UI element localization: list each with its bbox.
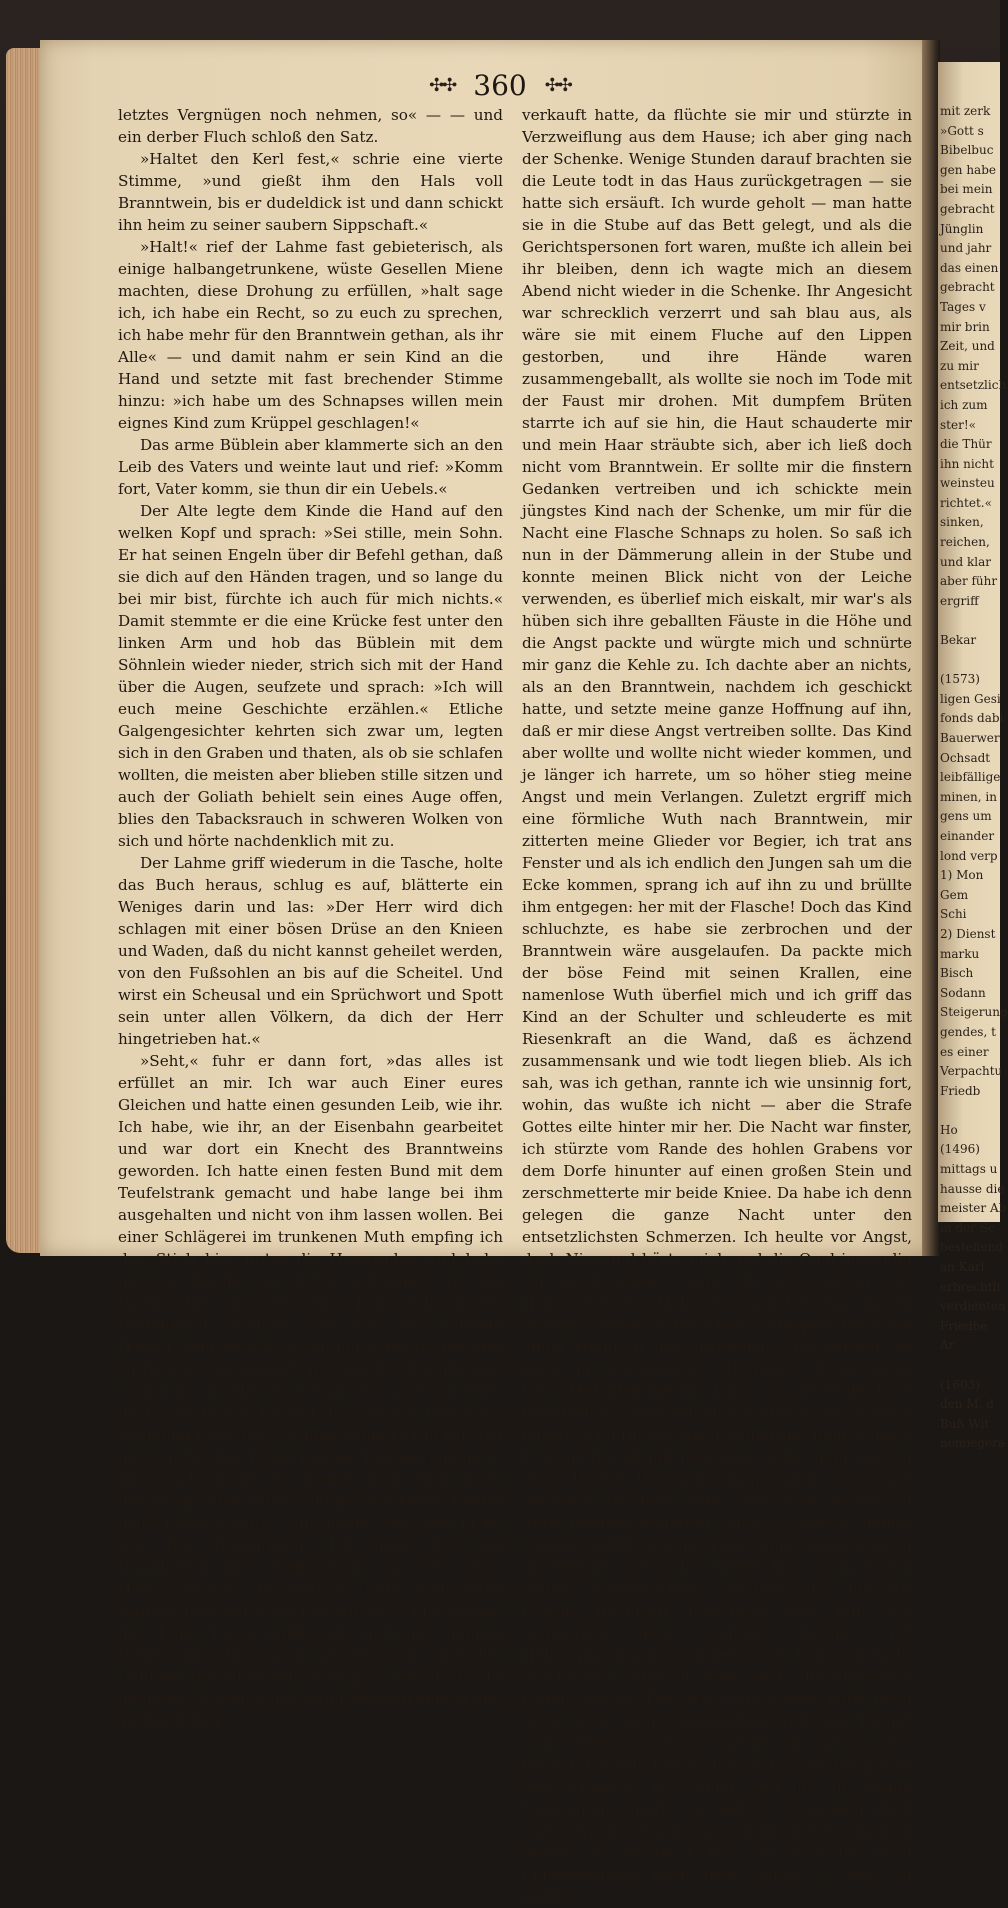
next-page-line: 1) Mon [940, 868, 984, 883]
next-page-line: ster!« [940, 417, 976, 432]
next-page-line: Bekar [940, 633, 977, 648]
next-page-line: mittags u [940, 1162, 998, 1177]
next-page-line: Gem [940, 887, 969, 902]
next-page-line: gebracht [940, 280, 995, 295]
next-page-line: weinsteu [940, 476, 995, 491]
next-page-line: Ochsadt [940, 750, 991, 765]
next-page-line: gen habe [940, 162, 996, 177]
next-page-line: die Thür [940, 437, 992, 452]
next-page-line: (1496) [940, 1142, 980, 1157]
paragraph: letztes Vergnügen noch nehmen, so« — — und ein derber Fluch schloß den Satz. [118, 106, 503, 146]
next-page-line: gens um [940, 809, 992, 824]
next-page-line: nomiegera [940, 1436, 1005, 1451]
next-page-line: Tages v [940, 299, 986, 314]
next-page-strip [938, 62, 1008, 1451]
paragraph: »Haltet den Kerl fest,« schrie eine vierte Stimme, »und gießt ihm den Hals voll Branntwein, bis er dudeldick ist und dann schickt ihn heim zu seiner saubern Sippschaft.« [118, 150, 503, 234]
next-page-line: Jünglin [940, 221, 984, 236]
next-page-line: ergriff [940, 593, 979, 608]
next-page-line: Zeit, und [940, 339, 995, 354]
page-number: 360 [473, 68, 527, 102]
text-column-right [522, 104, 912, 1906]
next-page-line: meister Ab [940, 1201, 1007, 1216]
next-page-line [940, 651, 998, 671]
next-page-line: richtet.« [940, 495, 992, 510]
next-page-line: einander [940, 828, 995, 843]
next-page-line: Bisch [940, 966, 974, 981]
next-page-line: Ho [940, 1122, 958, 1137]
next-page-line: ich zum [940, 397, 988, 412]
next-page-line: gebracht [940, 201, 995, 216]
next-page-line: sinken, [940, 515, 984, 530]
next-page-line: Bauerwer [940, 731, 1000, 745]
ornament-left: ✣✣ [429, 74, 456, 96]
paragraph: Das arme Büblein aber klammerte sich an den Leib des Vaters und weinte laut und rief: »Komm fort, Vater komm, sie thun dir ein Uebels.« [118, 436, 503, 498]
next-page-line: Friedb [940, 1083, 981, 1098]
next-page-line: »Gott s [940, 123, 984, 138]
next-page-line: das einen [940, 260, 999, 275]
next-page-line: zu mir [940, 358, 979, 373]
next-page-line: leibfällige [940, 770, 1001, 785]
next-page-line: Ar [940, 1338, 955, 1353]
next-page-line: marku [940, 946, 980, 961]
next-page-line: fonds dabi [940, 711, 1004, 726]
paragraph: »Halt!« rief der Lahme fast gebieterisch, als einige halbangetrunkene, wüste Gesellen Miene machten, diese Drohung zu erfüllen, »halt sage ich, ich habe ein Recht, so zu euch zu sprechen, ich habe mehr für den Branntwein gethan, als ihr Alle« — und damit nahm er sein Kind an die Hand und setzte mit fast brechender Stimme hinzu: »ich habe um des Schnapses willen mein eignes Kind zum Krüppel geschlagen!« [118, 238, 503, 432]
paragraph: Der Alte legte dem Kinde die Hand auf den welken Kopf und sprach: »Sei stille, mein Sohn. Er hat seinen Engeln über dir Befehl gethan, daß sie dich auf den Händen tragen, und so lange du bei mir bist, fürchte ich auch für mich nichts.« Damit stemmte er die eine Krücke fest unter den linken Arm und hob das Büblein mit dem Söhnlein wieder nieder, strich sich mit der Hand über die Augen, seufzete und sprach: »Ich will euch meine Geschichte erzählen.« Etliche Galgengesichter kehrten sich zwar um, legten sich in den Graben und thaten, als ob sie schlafen wollten, die meisten aber blieben stille sitzen und auch der Goliath behielt sein eines Auge offen, blies den Tabacksrauch in schweren Wolken von sich und hörte nachdenklich mit zu. [118, 502, 503, 850]
next-page-line: und klar [940, 554, 991, 569]
next-page-line: 2) Dienst [940, 926, 996, 941]
next-page-line [940, 1101, 998, 1121]
next-page-line: ihn nicht [940, 456, 994, 471]
next-page-line: aber führ [940, 574, 998, 589]
next-page-line: Sodann [940, 985, 986, 1000]
next-page-line: an Karl [940, 1260, 985, 1275]
next-page-line: Friedbe [940, 1318, 988, 1333]
next-page-line: (1603) [940, 1377, 980, 1392]
page-header [90, 66, 910, 104]
next-page-line: bei mein [940, 182, 993, 197]
next-page-line: bestehend [940, 1240, 1004, 1255]
next-page-line: ligen Gesi [940, 691, 1001, 706]
next-page-line: Schi [940, 907, 967, 922]
paragraph: Der Lahme griff wiederum in die Tasche, holte das Buch heraus, schlug es auf, blätterte ein Weniges darin und las: »Der Herr wird dich schlagen mit einer bösen Drüse an den Knieen und Waden, daß du nicht kannst geheilet werden, von den Fußsohlen an bis auf die Scheitel. Und wirst ein Scheusal und ein Sprüchwort und Spott sein unter allen Völkern, da dich der Herr hingetrieben hat.« [118, 854, 503, 1048]
next-page-line: Buß Wit [940, 1416, 990, 1431]
paragraph: verkauft hatte, da flüchte sie mir und stürzte in Verzweiflung aus dem Hause; ich aber ging nach der Schenke. Wenige Stunden darauf brachten sie die Leute todt in das Haus zurückgetragen — sie hatte sich ersäuft. Ich wurde geholt — man hatte sie in die Stube auf das Bett gelegt, und als die Gerichtspersonen fort waren, mußte ich allein bei ihr bleiben, denn ich wagte mich an diesem Abend nicht wieder in die Schenke. Ihr Angesicht war schrecklich verzerrt und sah blau aus, als wäre sie mit einem Fluche auf den Lippen gestorben, und ihre Hände waren zusammengeballt, als wollte sie noch im Tode mit der Faust mir drohen. Mit dumpfem Brüten starrte ich auf sie hin, die Haut schauderte mir und mein Haar sträubte sich, aber ich ließ doch nicht vom Branntwein. Er sollte mir die finstern Gedanken vertreiben und ich schickte mein jüngstes Kind nach der Schenke, um mir für die Nacht eine Flasche Schnaps zu holen. So saß ich nun in der Dämmerung allein in der Stube und konnte meinen Blick nicht von der Leiche verwenden, es überlief mich eiskalt, mir war's als hüben sich ihre geballten Fäuste in die Höhe und die Angst packte und würgte mich und schnürte mir ganz die Kehle zu. Ich dachte aber an nichts, als an den Branntwein, nachdem ich geschickt hatte, und setzte meine ganze Hoffnung auf ihn, daß er mir diese Angst vertreiben sollte. Das Kind aber wollte und wollte nicht wieder kommen, und je länger ich harrete, um so höher stieg meine Angst und mein Verlangen. Zuletzt ergriff mich eine förmliche Wuth nach Branntwein, mir zitterten meine Glieder vor Begier, ich trat ans Fenster und als ich endlich den Jungen sah um die Ecke kommen, sprang ich auf ihn zu und brüllte ihm entgegen: her mit der Flasche! Doch das Kind schluchzte, es habe sie zerbrochen und der Branntwein wäre ausgelaufen. Da packte mich der böse Feind mit seinen Krallen, eine namenlose Wuth überfiel mich und ich griff das Kind an der Schulter und schleuderte es mit Riesenkraft an die Wand, daß es ächzend zusammensank und wie todt liegen blieb. Als ich sah, was ich gethan, rannte ich wie unsinnig fort, wohin, das wußte ich nicht — aber die Strafe Gottes eilte hinter mir her. Die Nacht war finster, ich stürzte vom Rande des hohlen Grabens vor dem Dorfe hinunter auf einen großen Stein und zerschmetterte mir beide Kniee. Da habe ich denn gelegen die ganze Nacht unter den entsetzlichsten Schmerzen. Ich heulte vor Angst, doch Niemand hörte mich und die Qual inwendig war noch größer, denn ich hörte immer das Hohnlachen der Hölle um mich her. Am andern Morgen fanden sie mich und schleppten mich wie einen Hund in das Hirtenhaus. Da warfen sie mich auf ein elendes Strohlager. Keine Seele hatte Mitleiden mit mir, kaum daß der Feldscheer nothdürftig meine Wunden verband. Sie wurden immer gefährlicher, denn Säuferblut heilt schwer. Erst als der Brand hinzukam, holte man endlich einen Doctor. Der rathschlagte lange, ob er mir die Füße abnehmen sollte, oder nicht. Er hat viel dran herumgeschnitten, aber es wuchs immer wieder wild Fleisch nach und lange, lange wollten die Wunden gar nicht zuheilen. Was ich da in den langen Winternächten, nachdem ich nun mit Gewalt nüchtern geworden war und vor Schmerzen nicht schlafen konnte, für Höllenqualen ausgestanden habe, kann ich nicht beschreiben. Aber ob mich auch alle Menschen flohen, wie die Pest, die Liebe Gottes hatte mich doch noch nicht aufgegeben und der Diener seines Wortes nahm sich meiner an und besuchte mich in meinem Elend, und als ich vor ihm heulte und winselte, wie Einer, der in die ewige Verdammniß fährt, da richtete er meinen Blick zuerst wieder empor, daß ich mit Zittern glauben lernte, die Gnade Gottes sei auch für mich Fluchwürdigen noch groß genug — daß ich endlich [522, 106, 912, 1906]
next-page-line: lond verp [940, 848, 998, 863]
next-page-line: mir brin [940, 319, 990, 334]
next-page-line: (1573) [940, 672, 980, 687]
next-page-line: Bibelbuc [940, 143, 994, 158]
next-page-line: Verpachtu [940, 1064, 1003, 1079]
next-page-line: Steigerung [940, 1005, 1008, 1020]
next-page-line: gendes, t [940, 1024, 996, 1039]
next-page-line: und jahr [940, 241, 992, 256]
text-column-left [118, 104, 503, 1730]
next-page-line: entsetzlich [940, 378, 1007, 393]
next-page-line: erbrechtli [940, 1279, 1001, 1294]
ornament-right: ✣✣ [544, 74, 571, 96]
next-page-line: hausse die [940, 1181, 1005, 1196]
next-page-line [940, 611, 998, 631]
next-page-line: reichen, [940, 535, 990, 550]
next-page-line [940, 1356, 998, 1376]
next-page-line: in der Sc [940, 1220, 995, 1235]
next-page-line: minen, in [940, 789, 997, 804]
next-page-line: den M. d [940, 1397, 994, 1412]
next-page-line: verdienten [940, 1299, 1006, 1314]
next-page-line: es einer [940, 1044, 989, 1059]
next-page-text [940, 102, 1008, 1454]
paragraph: »Seht,« fuhr er dann fort, »das alles ist erfüllet an mir. Ich war auch Einer eures Gleichen und hatte einen gesunden Leib, wie ihr. Ich habe, wie ihr, an der Eisenbahn gearbeitet und war dort ein Knecht des Branntweins geworden. Ich hatte einen festen Bund mit dem Teufelstrank gemacht und habe lange bei ihm ausgehalten und nicht von ihm lassen wollen. Bei einer Schlägerei im trunkenen Muth empfing ich den Stich hier unter die Herzgrube, und habe mich 4 Wochen im Bette gekrümmt wie ein Wurm, aber ich warf meinen Haß nicht auf den Branntwein, sondern nur auf den Valentin Hensel, dem aber doch erst der Schnaps den Arm zu dem Stiche geführt. Ich bin des Branntweins wegen ins Zuchthaus gewandert, aber ich blieb doch sein bester Freund. Er war mir lieber, als Weib und Kind. Die Thränen meiner Frau rührten mich nicht, das Elend meiner Kleinen jammerte mich nicht mehr. Ich konnte mein Weib nicht länger um mich leiden und mochte meine Kinder nicht mehr sehen — alle meine Lust und Liebe war der Branntwein. Ich habe für den Branntwein Alles hingegeben, was ich hatte, Hab' und Gut, Gesundheit, Ehre und guten Namen, und nun sehet her, wie er es mir gelohnt hat. Eines Tages zankte ich mich mit meinem Weibe und schlug mich mit ihr, denn ich wollte Geld von ihr haben zum Schnapse, und als ich ihr die letzte Wäsche mit Gewalt weggenommen und an den Juden [118, 1052, 503, 1730]
next-page-line: mit zerk [940, 104, 991, 118]
